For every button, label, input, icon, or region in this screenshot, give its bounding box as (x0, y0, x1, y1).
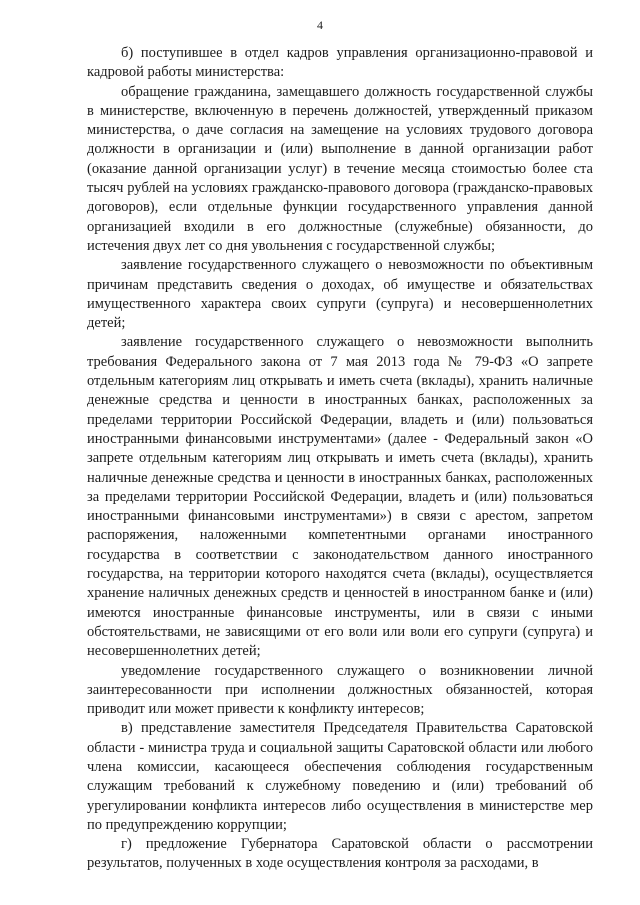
paragraph-item-b: б) поступившее в отдел кадров управления организационно-правовой и кадровой работы министерства: (87, 45, 593, 81)
paragraph-item-g: г) предложение Губернатора Саратовской области о рассмотрении результатов, полученных в ходе осуществления контроля за расходами, в (87, 836, 593, 872)
document-body (87, 44, 593, 874)
page-number: 4 (317, 18, 323, 32)
paragraph-income-statement: заявление государственного служащего о невозможности по объективным причинам представить сведения о доходах, об имуществе и обязательствах имущественного характера своих супруги (супруга) и несовершеннолетних детей; (87, 257, 593, 332)
paragraph-conflict-notification: уведомление государственного служащего о возникновении личной заинтересованности при исполнении должностных обязанностей, которая приводит или может привести к конфликту интересов; (87, 662, 593, 718)
paragraph-item-v: в) представление заместителя Председателя Правительства Саратовской области - министра труда и социальной защиты Саратовской области или любого члена комиссии, касающееся обеспечения соблюдения государственным служащим требований к служебному поведению и (или) требований об урегулировании конфликта интересов либо осуществления в министерстве мер по предупреждению коррупции; (87, 720, 593, 833)
paragraph-citizen-appeal: обращение гражданина, замещавшего должность государственной службы в министерстве, включенную в перечень должностей, утвержденный приказом министерства, о даче согласия на замещение на условиях трудового договора должности в организации и (или) выполнение в данной организации работ (оказание данной организации услуг) в течение месяца стоимостью более ста тысяч рублей на условиях гражданско-правового договора (гражданско-правовых договоров), если отдельные функции государственного управления данной организацией входили в его должностные (служебные) обязанности, до истечения двух лет со дня увольнения с государственной службы; (87, 83, 593, 254)
paragraph-foreign-accounts-statement: заявление государственного служащего о невозможности выполнить требования Федерального закона от 7 мая 2013 года № 79-ФЗ «О запрете отдельным категориям лиц открывать и иметь счета (вклады), хранить наличные денежные средства и ценности в иностранных банках, расположенных за пределами территории Российской Федерации, владеть и (или) пользоваться иностранными финансовыми инструментами» (далее - Федеральный закон «О запрете отдельным категориям лиц открывать и иметь счета (вклады), хранить наличные денежные средства и ценности в иностранных банках, расположенных за пределами территории Российской Федерации, владеть и (или) пользоваться иностранными финансовыми инструментами») в связи с арестом, запретом распоряжения, наложенными компетентными органами иностранного государства в соответствии с законодательством данного иностранного государства, на территории которого находятся счета (вклады), осуществляется хранение наличных денежных средств и ценностей в иностранном банке и (или) имеются иностранные финансовые инструменты, или в связи с иными обстоятельствами, не зависящими от его воли или воли его супруги (супруга) и несовершеннолетних детей; (87, 334, 593, 660)
